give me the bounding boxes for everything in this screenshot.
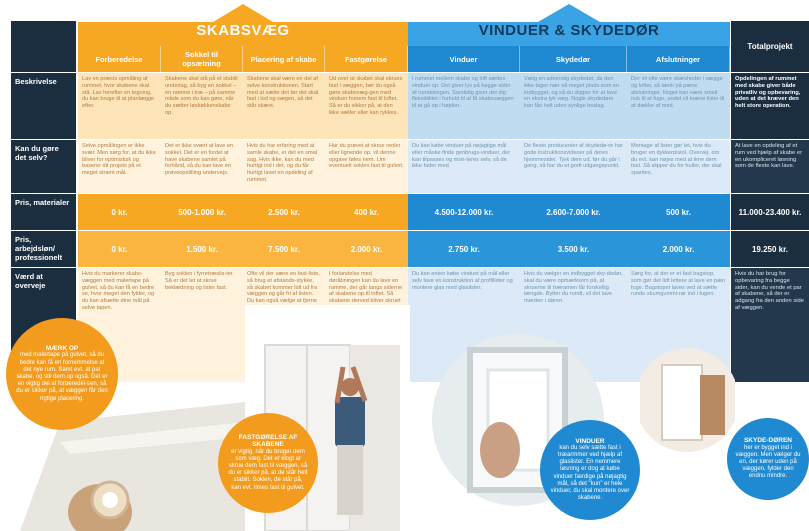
cell-beskrivelse-placering: Skabene skal være en del af selve konstruktionen. Start med at sætte det før det skal fast i lod og vægen, så det står skævt. — [243, 73, 325, 139]
cell-selv-afslutninger: Montage af lister gør let, hvis du bruger en dykkerpistol. Overvej, om du evt. kan nøjes med at lime dem fast. Så slipper du for huller, der skal spartles. — [627, 140, 730, 193]
cell-selv-forberedelse: Selve opmålingen er ikke svær. Men sørg for, at du ikke bliver for optimistisk og baserer dit projekt på et meget stramt mål. — [78, 140, 161, 193]
callout-vinduer-text: kan du selv sætte fast i træarmmer ved hjælp af glaslister. En nemmere løsning er dog at købe vinduer færdige på nøjagtig mål, så det "kun" er hele vinduer, du skal montere over skabene. — [550, 444, 630, 502]
cell-selv-fastgoerelse: Har du prøvet at skrue reoler eller lignende op, vil denne opgave føles nem. Lim eventuelt soklen fast til gulvet. — [325, 140, 408, 193]
cell-beskrivelse-fastgoerelse: Ud over at skabet skal skrues fast i væggen, bør du også gøre skabsvæg-gen med vinduer fornem fast til loftet. Så er du sikker på, at den ikke vælter eller kan rykkes. — [325, 73, 408, 139]
cell-beskrivelse-afslutninger: Der vil ofte være skævheder i vægge og lofter, så tænk på pæne afslutninger. Noget kan være smalt nok til at fuge, andet vil kræve lister til at dække af med. — [627, 73, 730, 139]
price-arbejdsloen-fastgoerelse: 2.000 kr. — [325, 231, 408, 267]
cell-overveje-fastgoerelse: I forlandelse med døråbningen kan du lave en ramme, der går langs siderne af skabene op til loftet. Så skabene derved bliver skruet — [325, 268, 408, 382]
corner-header — [11, 21, 76, 72]
callout-fastgoerelse-text: er vigtig, når du bruger dem som væg. Det er klogt at skrue dem fast til væggen, så du er sikker på, at de står helt stabilt. Soklen, de står på, kan evt. limes fast til gulvet. — [228, 448, 308, 491]
section-banner-skabsvaeg — [78, 0, 408, 46]
callout-maerkop — [6, 318, 118, 430]
cell-selv-placering: Hvis du har erfaring med at samle skabe, er det en smal sag. Hvis ikke, kan du med hurtigt ind i det, og du får hurtigt lavet en opdeling af rummet. — [243, 140, 325, 193]
price-arbejdsloen-forberedelse: 0 kr. — [78, 231, 161, 267]
cell-beskrivelse-sokkel: Skabene skal stå på et stabilt underlag, så byg en sokkel – en ramme i træ – på samme måde som du kan gøre, når du sætter løskøkkenskabe op. — [161, 73, 243, 139]
callout-skydedoeren-title: SKYDE-DØREN — [743, 437, 793, 445]
column-header-placering: Placering af skabe — [243, 46, 325, 72]
price-arbejdsloen-vinduer: 2.750 kr. — [408, 231, 520, 267]
column-header-totalprojekt: Totalprojekt — [731, 21, 809, 72]
cell-overveje-total: Hvis du har brug for opbevaring fra begge sider, kan du vende et par af skabene, så der er adgang fra den anden side af væggen. — [731, 268, 809, 382]
section-title-vinduer: VINDUER & SKYDEDØR — [478, 22, 660, 39]
callout-vinduer — [540, 420, 640, 520]
cell-beskrivelse-forberedelse: Lav en præcis opmåling af rummet, hvor skabene skal stå. Lav herefter en tegning, du kan bruge til at planlægge efter. — [78, 73, 161, 139]
section-title-skabsvaeg: SKABSVÆG — [196, 22, 290, 39]
callout-skydedoeren-text: her er bygget ind i væggen. Men vælger du en, der kører uden på væggen, fylder den endnu mindre. — [735, 444, 801, 480]
cell-overveje-skydedoer: Hvis du vælger en indbygget sky-dedør, skal du være opmærksom på, at skruerne til træramen får forskellig længde. Bytter du rundt, vil det lave mærker i døren. — [520, 268, 627, 382]
cell-selv-vinduer: Du kan købe vinduer på nøjagtige mål eller måske finde genbrugs-vinduer, der kan tilpasses og mon-teres selv, så de ikke fader med. — [408, 140, 520, 193]
row-label-beskrivelse: Beskrivelse — [11, 73, 76, 139]
callout-skydedoeren — [727, 418, 809, 500]
row-label-arbejdsloen: Pris, arbejdsløn/ professionelt — [11, 231, 76, 267]
cell-beskrivelse-total: Opdelingen af rummet med skabe giver både privatliv og opbevaring, uden at det kræver den helt store operation. — [731, 73, 809, 139]
column-header-forberedelse: Forberedelse — [78, 46, 161, 72]
price-arbejdsloen-afslutninger: 2.000 kr. — [627, 231, 730, 267]
column-header-sokkel: Sokkel til opsætning — [161, 46, 243, 72]
cell-overveje-afslutninger: Sørg for, at der er et fast bagstop, som gør det lidt lettere at lave en pæn fuge. Bagstopet laves ved at sætte runde skumgummi-rør ind i fugen. — [627, 268, 730, 382]
price-arbejdsloen-skydedoer: 3.500 kr. — [520, 231, 627, 267]
cell-selv-skydedoer: De fleste producenter af skydedø-re har gode instruktionsvideoer på deres hjemmesider. Tjek dem ud, før du går i gang, så har du et godt udgangspunkt. — [520, 140, 627, 193]
cell-beskrivelse-skydedoer: Vælg en udvendig skydedør, da den ikke tager nær så meget plads som en indbygget, og så du slipper for at lave en ekstra tyk væg. Nogle skydedøre kan fås helt uden synlige beslag. — [520, 73, 627, 139]
price-materialer-total: 11.000-23.400 kr. — [731, 194, 809, 230]
callout-fastgoerelse-title: FASTGØRELSE AF SKABENE — [238, 434, 298, 449]
row-label-overveje: Værd at overveje — [11, 268, 76, 382]
callout-maerkop-title: MÆRK OP — [45, 345, 79, 353]
cell-overveje-placering: Ofte vil der være en fast-liste, så brug et afstands-stykke, så skabet kommer lidt ud fra væggen og går fri af listen. Du kan også vælge at fjerne — [243, 268, 325, 382]
cell-selv-sokkel: Det er ikke svært at lave en sokkel. Det er en fordel at have skabene samlet på forhånd, så du kan lave en prøveopstilling undervejs. — [161, 140, 243, 193]
row-label-selv: Kan du gøre det selv? — [11, 140, 76, 193]
row-label-materialer: Pris, materialer — [11, 194, 76, 230]
column-header-vinduer: Vinduer — [408, 46, 520, 72]
price-materialer-sokkel: 500-1.000 kr. — [161, 194, 243, 230]
cell-overveje-vinduer: Du kan enten købe vinduet på mål eller selv lave en konstruktion af profillister og montere glas med glaslister. — [408, 268, 520, 382]
cell-beskrivelse-vinduer: I rummet mellem skabe og loft sættes vinduer op. Det giver lys på begge sider af rumdelingen. Samtidig giver det dig fleksibilitet i forhold til at få skabsvæggen til at gå op i højden. — [408, 73, 520, 139]
price-arbejdsloen-total: 19.250 kr. — [731, 231, 809, 267]
section-banner-vinduer — [408, 0, 730, 46]
price-materialer-fastgoerelse: 400 kr. — [325, 194, 408, 230]
column-header-skydedoer: Skydedør — [520, 46, 627, 72]
price-materialer-skydedoer: 2.600-7.000 kr. — [520, 194, 627, 230]
callout-maerkop-text: med malertape på gulvet, så du bedre kan få en fornemmelse af det nye rum. Samt evt. at par skabe, og stil dem op også. Det er en vigtig del af forberedel-sen, så du er sikker på, at væggen får den rigtige placering. — [16, 352, 108, 402]
price-arbejdsloen-placering: 7.500 kr. — [243, 231, 325, 267]
price-materialer-placering: 2.500 kr. — [243, 194, 325, 230]
cell-selv-total: At lave en opdeling af et rum ved hjælp af skabe er en ukompliceret løsning som de fleste kan lave. — [731, 140, 809, 193]
column-header-fastgoerelse: Fastgørelse — [325, 46, 408, 72]
sliding-door-illustration — [640, 345, 735, 455]
callout-vinduer-title: VINDUER — [575, 437, 605, 445]
price-arbejdsloen-sokkel: 1.500 kr. — [161, 231, 243, 267]
cell-overveje-forberedelse: Hvis du markerer skabs-væggen med malertape på gulvet, så du kan få en bedre se, hvor meget den fylder, og du kan afsætte dine mål på selve tapen. — [78, 268, 161, 382]
callout-fastgoerelse — [218, 413, 318, 513]
price-materialer-forberedelse: 0 kr. — [78, 194, 161, 230]
column-header-afslutninger: Afslutninger — [627, 46, 730, 72]
cell-overveje-sokkel: Byg soklen i fyrretræslis-ter. Så er det let at skrue beklædning og lister fast. — [161, 268, 243, 382]
price-materialer-afslutninger: 500 kr. — [627, 194, 730, 230]
price-materialer-vinduer: 4.500-12.000 kr. — [408, 194, 520, 230]
photo-sliding-door — [640, 345, 735, 455]
